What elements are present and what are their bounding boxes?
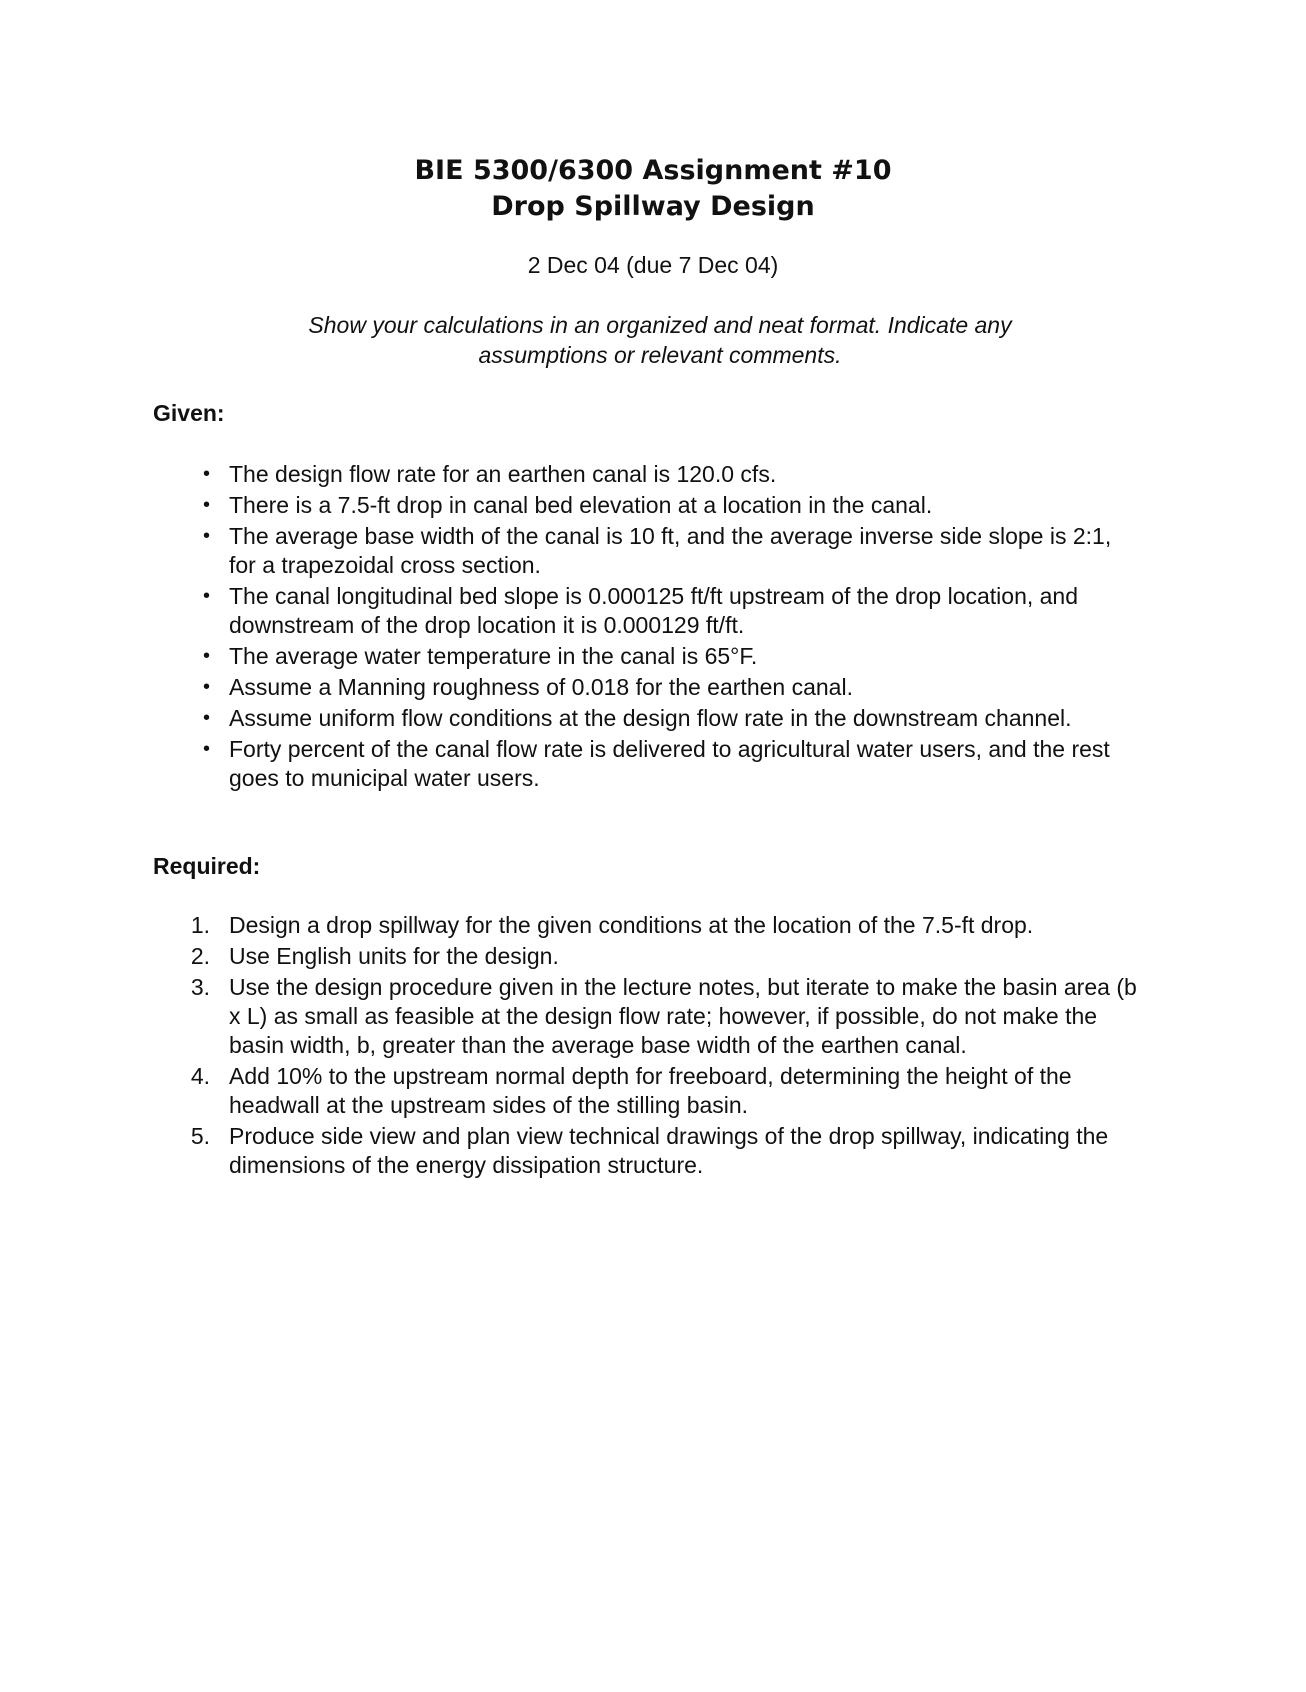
list-item [150,582,1140,640]
list-item [150,973,1140,1060]
list-number: 5. [190,1123,210,1149]
bullet-marker: • [202,463,210,485]
bullet-marker: • [202,676,210,698]
list-item [150,642,1140,671]
bullet-marker: • [202,645,210,667]
list-item [150,460,1140,489]
list-item-text: Design a drop spillway for the given conditions at the location of the 7.5-ft drop. [229,912,1034,938]
list-item-text: The design flow rate for an earthen canal is 120.0 cfs. [229,461,777,487]
list-item-text: There is a 7.5-ft drop in canal bed elevation at a location in the canal. [229,492,933,518]
list-item-text: Add 10% to the upstream normal depth for freeboard, determining the height of the headwall at the upstream sides of the stilling basin. [229,1063,1072,1118]
list-item-text: The canal longitudinal bed slope is 0.000125 ft/ft upstream of the drop location, and downstream of the drop location it is 0.000129 ft/ft. [229,583,1079,638]
bullet-marker: • [202,494,210,516]
list-number: 3. [190,974,210,1000]
list-item-text: Use English units for the design. [229,943,559,969]
list-item [150,491,1140,520]
given-heading: Given: [153,400,225,426]
assignment-date: 2 Dec 04 (due 7 Dec 04) [527,252,779,278]
list-item-text: The average base width of the canal is 10 ft, and the average inverse side slope is 2:1, for a trapezoidal cross section. [229,523,1112,578]
list-item [150,911,1140,940]
list-number: 2. [190,943,210,969]
list-number: 4. [190,1063,210,1089]
list-item-text: Assume uniform flow conditions at the design flow rate in the downstream channel. [229,705,1072,731]
bullet-marker: • [202,525,210,547]
list-item-text: Forty percent of the canal flow rate is delivered to agricultural water users, and the rest goes to municipal water users. [229,736,1110,791]
list-item [150,522,1140,580]
bullet-marker: • [202,585,210,607]
given-list [150,460,1140,795]
document-subtitle: Drop Spillway Design [491,191,815,222]
list-number: 1. [190,912,210,938]
required-heading: Required: [153,853,261,879]
list-item [150,1122,1140,1180]
list-item [150,735,1140,793]
list-item [150,942,1140,971]
document-title: BIE 5300/6300 Assignment #10 [414,155,892,186]
instructions-text: Show your calculations in an organized and neat format. Indicate any assumptions or relevant comments. [308,312,1012,368]
list-item [150,673,1140,702]
list-item [150,1062,1140,1120]
bullet-marker: • [202,738,210,760]
bullet-marker: • [202,707,210,729]
required-list [150,911,1140,1182]
list-item-text: Assume a Manning roughness of 0.018 for the earthen canal. [229,674,853,700]
list-item-text: Use the design procedure given in the lecture notes, but iterate to make the basin area (b x L) as small as feasible at the design flow rate; however, if possible, do not make the basin width, b, greater than the average base width of the earthen canal. [229,974,1137,1058]
list-item [150,704,1140,733]
list-item-text: The average water temperature in the canal is 65°F. [229,643,758,669]
list-item-text: Produce side view and plan view technical drawings of the drop spillway, indicating the dimensions of the energy dissipation structure. [229,1123,1109,1178]
